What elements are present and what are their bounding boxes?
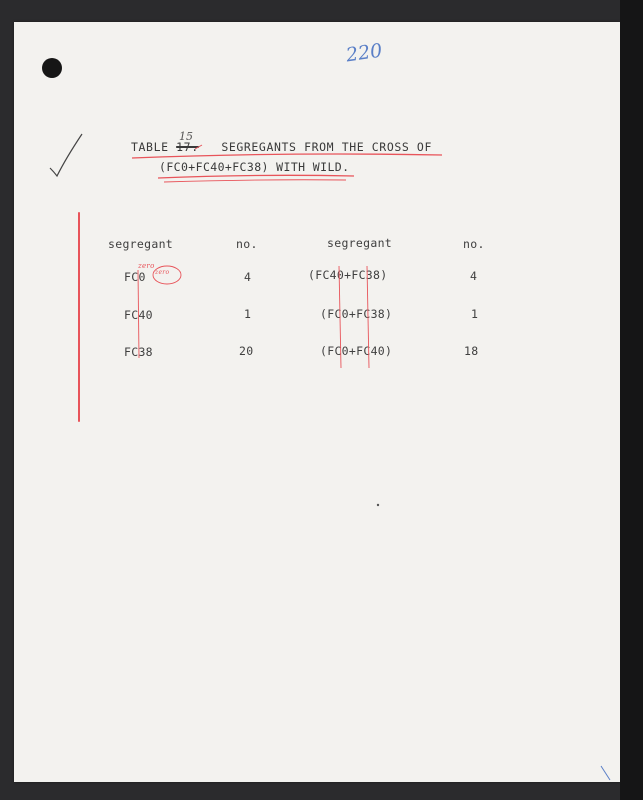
table-cell: FC38: [124, 345, 153, 359]
checkmark-icon: [48, 132, 88, 182]
column-header-no: no.: [236, 237, 258, 251]
column-header-segregant-2: segregant: [327, 236, 393, 250]
table-cell: 1: [471, 307, 479, 321]
table-cell: 4: [244, 270, 252, 284]
title-corrected-number: 15: [179, 130, 193, 143]
table-cell: FC40: [124, 308, 153, 322]
table-cell: 4: [470, 269, 478, 283]
table-cell: 1: [244, 307, 252, 321]
scanner-edge: [620, 0, 643, 800]
table-title-line2: (FC0+FC40+FC38) WITH WILD.: [159, 160, 350, 174]
red-margin-line: [78, 212, 80, 422]
table-struck-number: 17.: [176, 140, 199, 154]
column-header-no-2: no.: [463, 237, 485, 251]
table-heading: SEGREGANTS FROM THE CROSS OF: [221, 140, 432, 154]
table-cell: FC0: [124, 270, 146, 284]
column-header-segregant: segregant: [108, 237, 174, 251]
table-title: [131, 140, 432, 154]
document-page: [14, 22, 620, 782]
table-cell: 18: [464, 344, 479, 358]
punch-hole: [42, 58, 62, 78]
table-label: TABLE: [131, 140, 169, 154]
table-cell: (FC0+FC40): [320, 344, 393, 358]
annotation-mark: zero: [138, 262, 155, 270]
circled-annotation-text: zero: [155, 269, 170, 276]
page-number: 220: [344, 39, 384, 67]
table-cell: (FC40+FC38): [308, 268, 388, 282]
table-cell: (FC0+FC38): [320, 307, 393, 321]
table-cell: 20: [239, 344, 254, 358]
pencil-annotations: [14, 22, 620, 782]
